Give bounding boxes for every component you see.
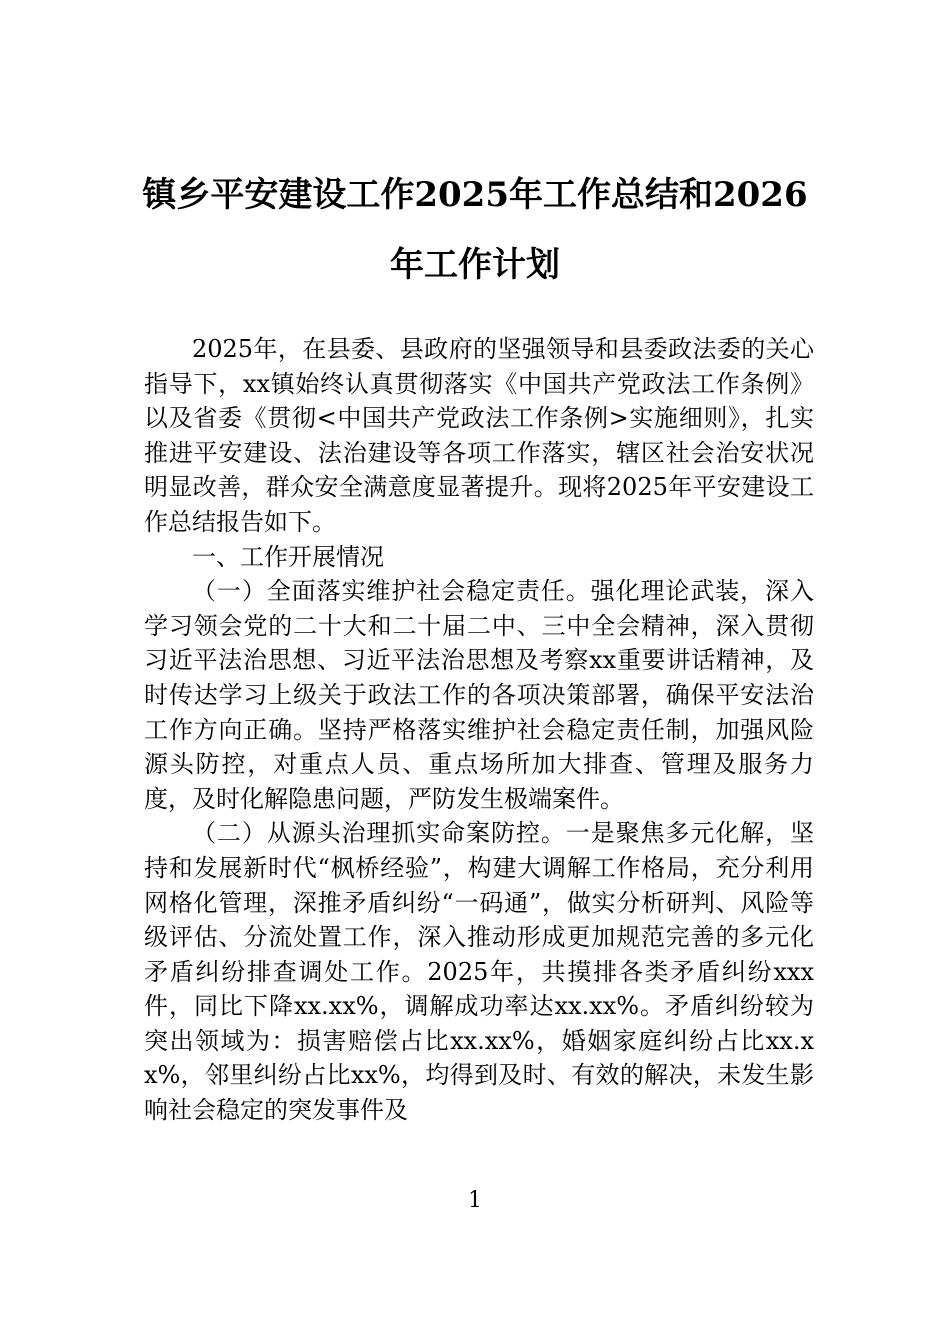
title-line-2: 年工作计划 <box>390 245 560 285</box>
intro-paragraph: 2025年，在县委、县政府的坚强领导和县委政法委的关心指导下，xx镇始终认真贯彻落实《中国共产党政法工作条例》以及省委《贯彻<中国共产党政法工作条例>实施细则》，扎实推进平安建设、法治建设等各项工作落实，辖区社会治安状况明显改善，群众安全满意度显著提升。现将2025年平安建设工作总结报告如下。 <box>144 335 814 536</box>
subsection-paragraph-2: （二）从源头治理抓实命案防控。一是聚焦多元化解，坚持和发展新时代“枫桥经验”，构建大调解工作格局，充分利用网格化管理，深推矛盾纠纷“一码通”，做实分析研判、风险等级评估、分流处置工作，深入推动形成更加规范完善的多元化矛盾纠纷排查调处工作。2025年，共摸排各类矛盾纠纷xxx件，同比下降xx.xx%，调解成功率达xx.xx%。矛盾纠纷较为突出领域为：损害赔偿占比xx.xx%，婚姻家庭纠纷占比xx.xx%，邻里纠纷占比xx%，均得到及时、有效的解决，未发生影响社会稳定的突发事件及 <box>144 819 814 1125</box>
section-heading: 一、工作开展情况 <box>192 542 384 571</box>
document-title <box>110 160 840 300</box>
document-body <box>144 332 814 1128</box>
subsection-paragraph-1: （一）全面落实维护社会稳定责任。强化理论武装，深入学习领会党的二十大和二十届二中、三中全会精神，深入贯彻习近平法治思想、习近平法治思想及考察xx重要讲话精神，及时传达学习上级关于政法工作的各项决策部署，确保平安法治工作方向正确。坚持严格落实维护社会稳定责任制，加强风险源头防控，对重点人员、重点场所加大排查、管理及服务力度，及时化解隐患问题，严防发生极端案件。 <box>144 577 814 813</box>
page-number: 1 <box>468 1188 482 1213</box>
title-line-1: 镇乡平安建设工作2025年工作总结和2026 <box>142 175 808 215</box>
